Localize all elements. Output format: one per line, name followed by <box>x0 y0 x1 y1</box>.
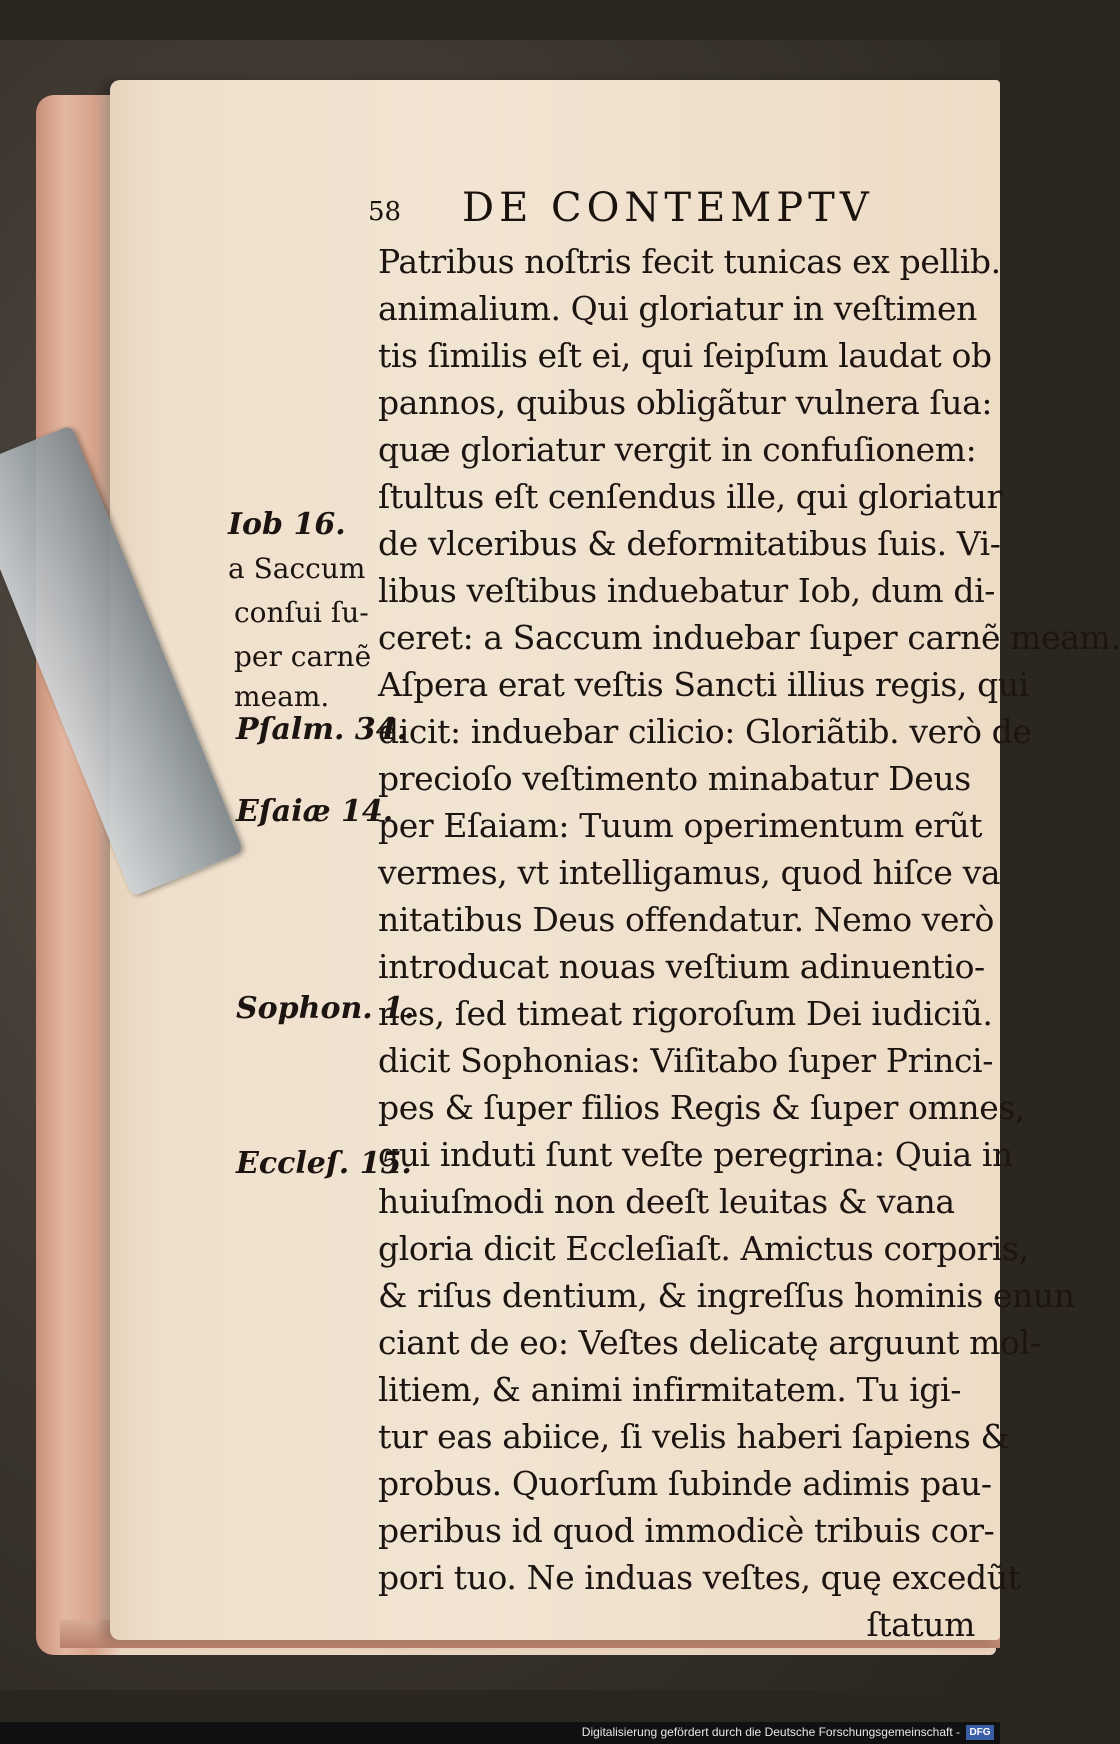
text-line: pannos, quibus obligãtur vulnera ſua: <box>378 383 993 422</box>
text-line: tis ſimilis eſt ei, qui ſeipſum laudat ob <box>378 336 992 375</box>
text-line: Aſpera erat veſtis Sancti illius regis, qui <box>378 665 1029 704</box>
text-line: libus veſtibus induebatur Iob, dum di- <box>378 571 996 610</box>
text-line: precioſo veſtimento minabatur Deus <box>378 759 971 798</box>
margin-note: Pſalm. 34. <box>236 712 408 747</box>
catchword: ſtatum <box>866 1605 975 1644</box>
text-line: per Eſaiam: Tuum operimentum erũt <box>378 806 983 845</box>
text-line: & riſus dentium, & ingreſſus hominis enun <box>378 1276 1075 1315</box>
footer-bar <box>0 1722 1000 1744</box>
page-number: 58 <box>368 197 402 227</box>
margin-note: Eccleſ. 15. <box>236 1146 412 1181</box>
margin-note: Sophon. 1. <box>236 991 415 1026</box>
text-line: dicit: induebar cilicio: Gloriãtib. verò de <box>378 712 1032 751</box>
text-line: pori tuo. Ne induas veſtes, quę excedũt <box>378 1558 1021 1597</box>
text-line: dicit Sophonias: Viſitabo ſuper Princi- <box>378 1041 993 1080</box>
margin-note: a Saccum <box>228 552 366 585</box>
text-line: huiuſmodi non deeſt leuitas & vana <box>378 1182 955 1221</box>
digitization-credit: Digitalisierung gefördert durch die Deutsche Forschungsgemeinschaft - <box>581 1725 960 1739</box>
dfg-logo-icon: DFG <box>966 1725 994 1740</box>
text-line: nes, ſed timeat rigoroſum Dei iudiciũ. <box>378 994 993 1033</box>
text-line: peribus id quod immodicè tribuis cor- <box>378 1511 995 1550</box>
margin-note: conſui ſu- <box>234 596 369 629</box>
text-line: introducat nouas veſtium adinuentio- <box>378 947 985 986</box>
text-line: de vlceribus & deformitatibus ſuis. Vi- <box>378 524 1001 563</box>
text-line: tur eas abiice, ſi velis haberi ſapiens & <box>378 1417 1010 1456</box>
margin-note: Eſaiæ 14. <box>236 794 394 829</box>
text-line: gloria dicit Eccleſiaſt. Amictus corporis, <box>378 1229 1029 1268</box>
margin-note: Iob 16. <box>228 507 346 542</box>
text-line: vermes, vt intelligamus, quod hiſce va <box>378 853 1001 892</box>
text-line: qui induti ſunt veſte peregrina: Quia in <box>378 1135 1013 1174</box>
text-line: animalium. Qui gloriatur in veſtimen <box>378 289 977 328</box>
text-line: pes & ſuper filios Regis & ſuper omnes, <box>378 1088 1025 1127</box>
margin-note: meam. <box>234 680 330 713</box>
text-line: quæ gloriatur vergit in confuſionem: <box>378 430 977 469</box>
text-line: ſtultus eſt cenſendus ille, qui gloriatur <box>378 477 1002 516</box>
text-line: ceret: a Saccum induebar ſuper carnẽ meam. <box>378 618 1120 657</box>
margin-note: per carnẽ <box>234 640 372 673</box>
body-text <box>378 238 1120 1648</box>
text-line: probus. Quorſum ſubinde adimis pau- <box>378 1464 992 1503</box>
text-line: nitatibus Deus offendatur. Nemo verò <box>378 900 995 939</box>
text-line: ciant de eo: Veſtes delicatę arguunt mol- <box>378 1323 1041 1362</box>
text-line: Patribus noſtris fecit tunicas ex pellib. <box>378 242 1001 281</box>
running-title: DE CONTEMPTV <box>462 185 874 231</box>
page-header <box>0 185 1000 245</box>
text-line: litiem, & animi infirmitatem. Tu igi- <box>378 1370 961 1409</box>
